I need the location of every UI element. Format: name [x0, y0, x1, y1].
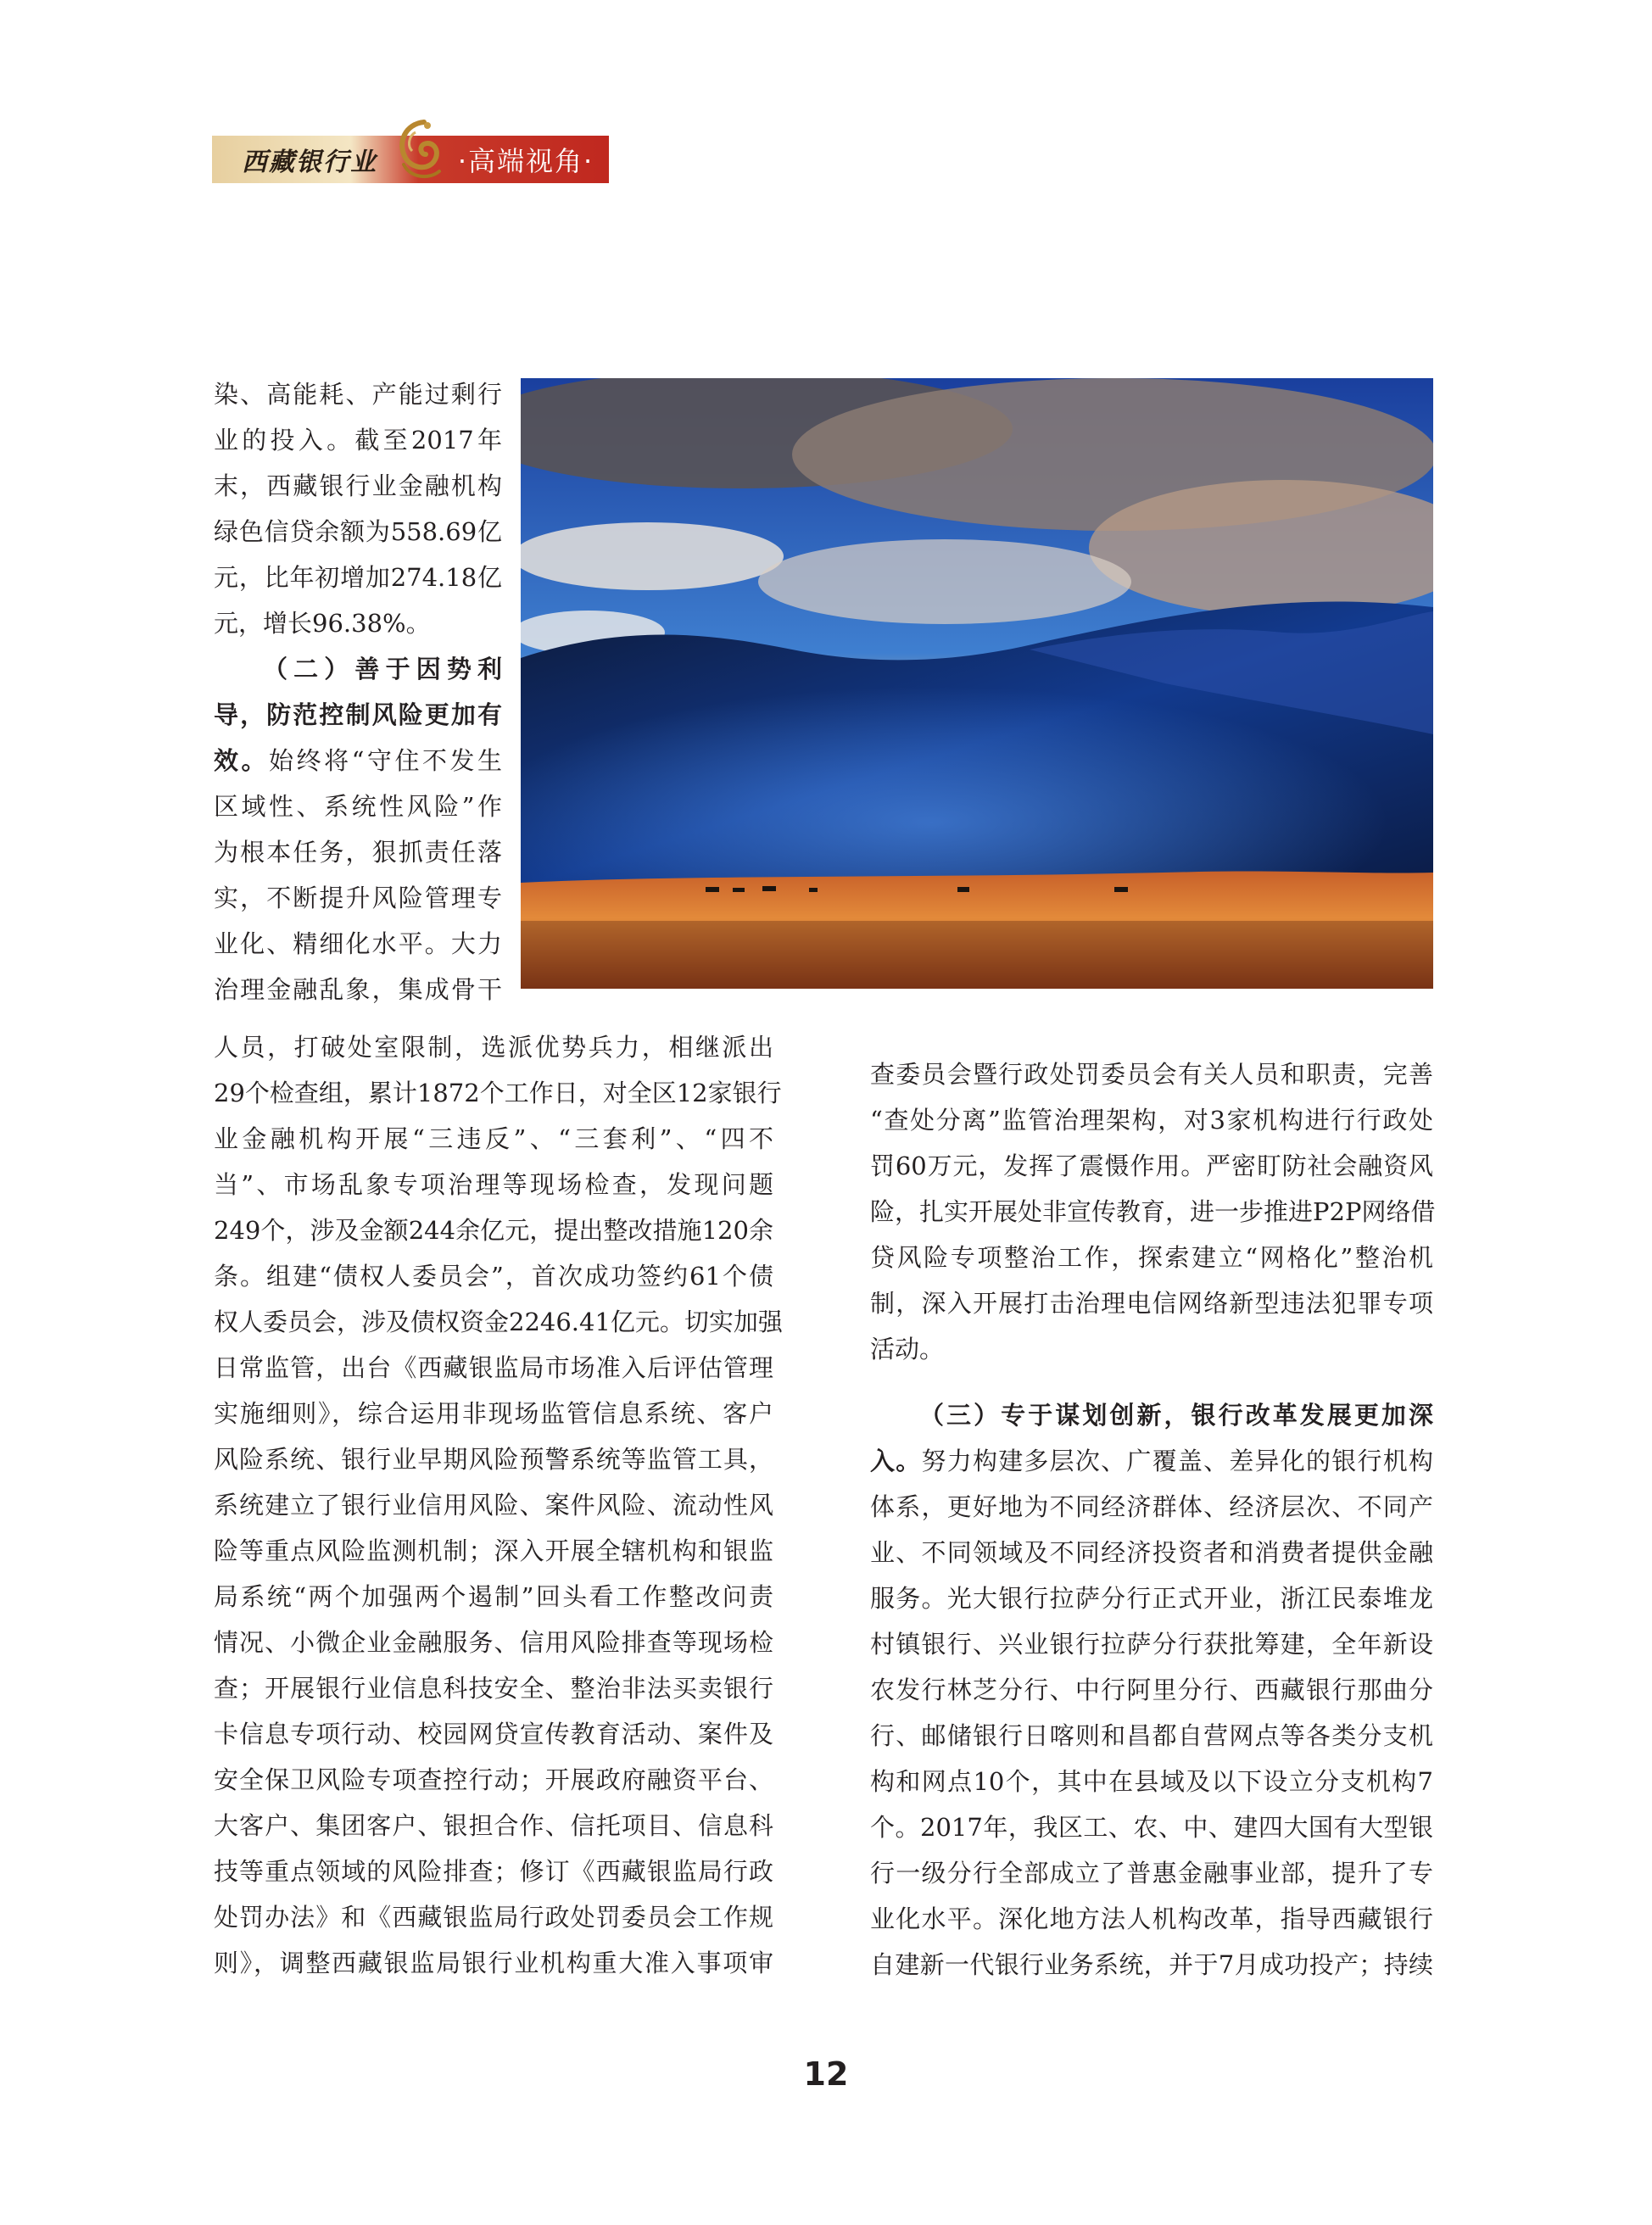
text-line: 罚60万元，发挥了震慑作用。严密盯防社会融资风: [870, 1152, 1433, 1180]
text-line: 业化水平。深化地方法人机构改革，指导西藏银行: [870, 1904, 1433, 1933]
text-line: 险，扎实开展处非宣传教育，进一步推进P2P网络借: [870, 1197, 1436, 1226]
text-line: 技等重点领域的风险排查；修订《西藏银监局行政: [214, 1857, 773, 1886]
text-line: 查；开展银行业信息科技安全、整治非法买卖银行: [214, 1674, 773, 1703]
section-heading-2-cont: 导，防范控制风险更加有: [214, 700, 502, 729]
text-line: 当”、市场乱象专项治理等现场检查，发现问题: [214, 1170, 773, 1199]
text-line: 实，不断提升风险管理专: [214, 884, 502, 912]
text-line: 自建新一代银行业务系统，并于7月成功投产；持续: [870, 1950, 1433, 1979]
text-line: 末，西藏银行业金融机构: [214, 471, 502, 500]
section-heading-3-end: 入。: [870, 1447, 922, 1475]
article-column-right: [870, 1051, 1436, 1988]
text-line: 情况、小微企业金融服务、信用风险排查等现场检: [214, 1628, 773, 1657]
text-line: [214, 738, 502, 783]
page-number: 12: [803, 2055, 849, 2093]
text-line: 行、邮储银行日喀则和昌都自营网点等各类分支机: [870, 1721, 1433, 1750]
text-line: 元，比年初增加274.18亿: [214, 563, 502, 592]
text-line: 查委员会暨行政处罚委员会有关人员和职责，完善: [870, 1060, 1433, 1089]
text-line: 实施细则》，综合运用非现场监管信息系统、客户: [214, 1399, 773, 1428]
article-column-left: [214, 1024, 783, 1986]
text-line: 体系，更好地为不同经济群体、经济层次、不同产: [870, 1492, 1433, 1521]
text-line: 农发行林芝分行、中行阿里分行、西藏银行那曲分: [870, 1676, 1433, 1704]
text-line: 29个检查组，累计1872个工作日，对全区12家银行: [214, 1079, 782, 1107]
text-line: 条。组建“债权人委员会”，首次成功签约61个债: [214, 1262, 773, 1291]
text-line: 染、高能耗、产能过剩行: [214, 380, 502, 409]
text-line: 区域性、系统性风险”作: [214, 792, 502, 821]
text-line: 处罚办法》和《西藏银监局行政处罚委员会工作规: [214, 1903, 773, 1932]
text-line: 为根本任务，狠抓责任落: [214, 838, 502, 867]
text-line: “查处分离”监管治理架构，对3家机构进行行政处: [870, 1106, 1433, 1135]
text-line: 人员，打破处室限制，选派优势兵力，相继派出: [214, 1033, 773, 1062]
text-line: 大客户、集团客户、银担合作、信托项目、信息科: [214, 1811, 773, 1840]
tibet-landscape-photo: [521, 378, 1433, 989]
text-line: 制，深入开展打击治理电信网络新型违法犯罪专项: [870, 1289, 1433, 1318]
text-line: 行一级分行全部成立了普惠金融事业部，提升了专: [870, 1859, 1433, 1888]
text-line: 贷风险专项整治工作，探索建立“网格化”整治机: [870, 1243, 1433, 1272]
text-line: 村镇银行、兴业银行拉萨分行获批筹建，全年新设: [870, 1630, 1433, 1659]
text-line: 风险系统、银行业早期风险预警系统等监管工具，: [214, 1445, 773, 1474]
section-heading-2-end: 效。: [214, 746, 270, 775]
text-line: 个。2017年，我区工、农、中、建四大国有大型银: [870, 1813, 1433, 1842]
text-line: 系统建立了银行业信用风险、案件风险、流动性风: [214, 1491, 773, 1520]
text-line: 服务。光大银行拉萨分行正式开业，浙江民泰堆龙: [870, 1584, 1433, 1613]
text-line: 业金融机构开展“三违反”、“三套利”、“四不: [214, 1124, 773, 1153]
text-line: 业的投入。截至2017年: [214, 426, 502, 454]
swirl-logo-icon: [390, 117, 448, 185]
text-line: 业化、精细化水平。大力: [214, 929, 502, 958]
text-line: 险等重点风险监测机制；深入开展全辖机构和银监: [214, 1536, 773, 1565]
text-line: 则》，调整西藏银监局银行业机构重大准入事项审: [214, 1949, 773, 1977]
text-line: 249个，涉及金额244余亿元，提出整改措施120余: [214, 1216, 773, 1245]
text-line: 活动。: [870, 1335, 945, 1363]
text-line: 安全保卫风险专项查控行动；开展政府融资平台、: [214, 1765, 773, 1794]
magazine-name: 西藏银行业: [242, 148, 377, 177]
text-line: 日常监管，出台《西藏银监局市场准入后评估管理: [214, 1353, 773, 1382]
article-column-narrow: [214, 371, 502, 1012]
text-line: 局系统“两个加强两个遏制”回头看工作整改问责: [214, 1582, 773, 1611]
section-header-banner: [212, 136, 609, 183]
text-line: [870, 1438, 1433, 1484]
text-line: 权人委员会，涉及债权资金2246.41亿元。切实加强: [214, 1308, 783, 1336]
text-line: 业、不同领域及不同经济投资者和消费者提供金融: [870, 1538, 1433, 1567]
text-line: 治理金融乱象，集成骨干: [214, 975, 502, 1004]
section-heading-3: （三）专于谋划创新，银行改革发展更加深: [919, 1401, 1433, 1430]
text-line: 构和网点10个，其中在县域及以下设立分支机构7: [870, 1767, 1433, 1796]
text-line: 卡信息专项行动、校园网贷宣传教育活动、案件及: [214, 1720, 773, 1748]
section-title: ·高端视角·: [457, 145, 594, 177]
text-line-rest: 努力构建多层次、广覆盖、差异化的银行机构: [921, 1447, 1433, 1475]
text-line: 绿色信贷余额为558.69亿: [214, 517, 502, 546]
section-heading-2: （二）善于因势利: [263, 655, 502, 683]
text-line-rest: 始终将“守住不发生: [269, 746, 502, 775]
text-line: 元，增长96.38%。: [214, 609, 431, 638]
